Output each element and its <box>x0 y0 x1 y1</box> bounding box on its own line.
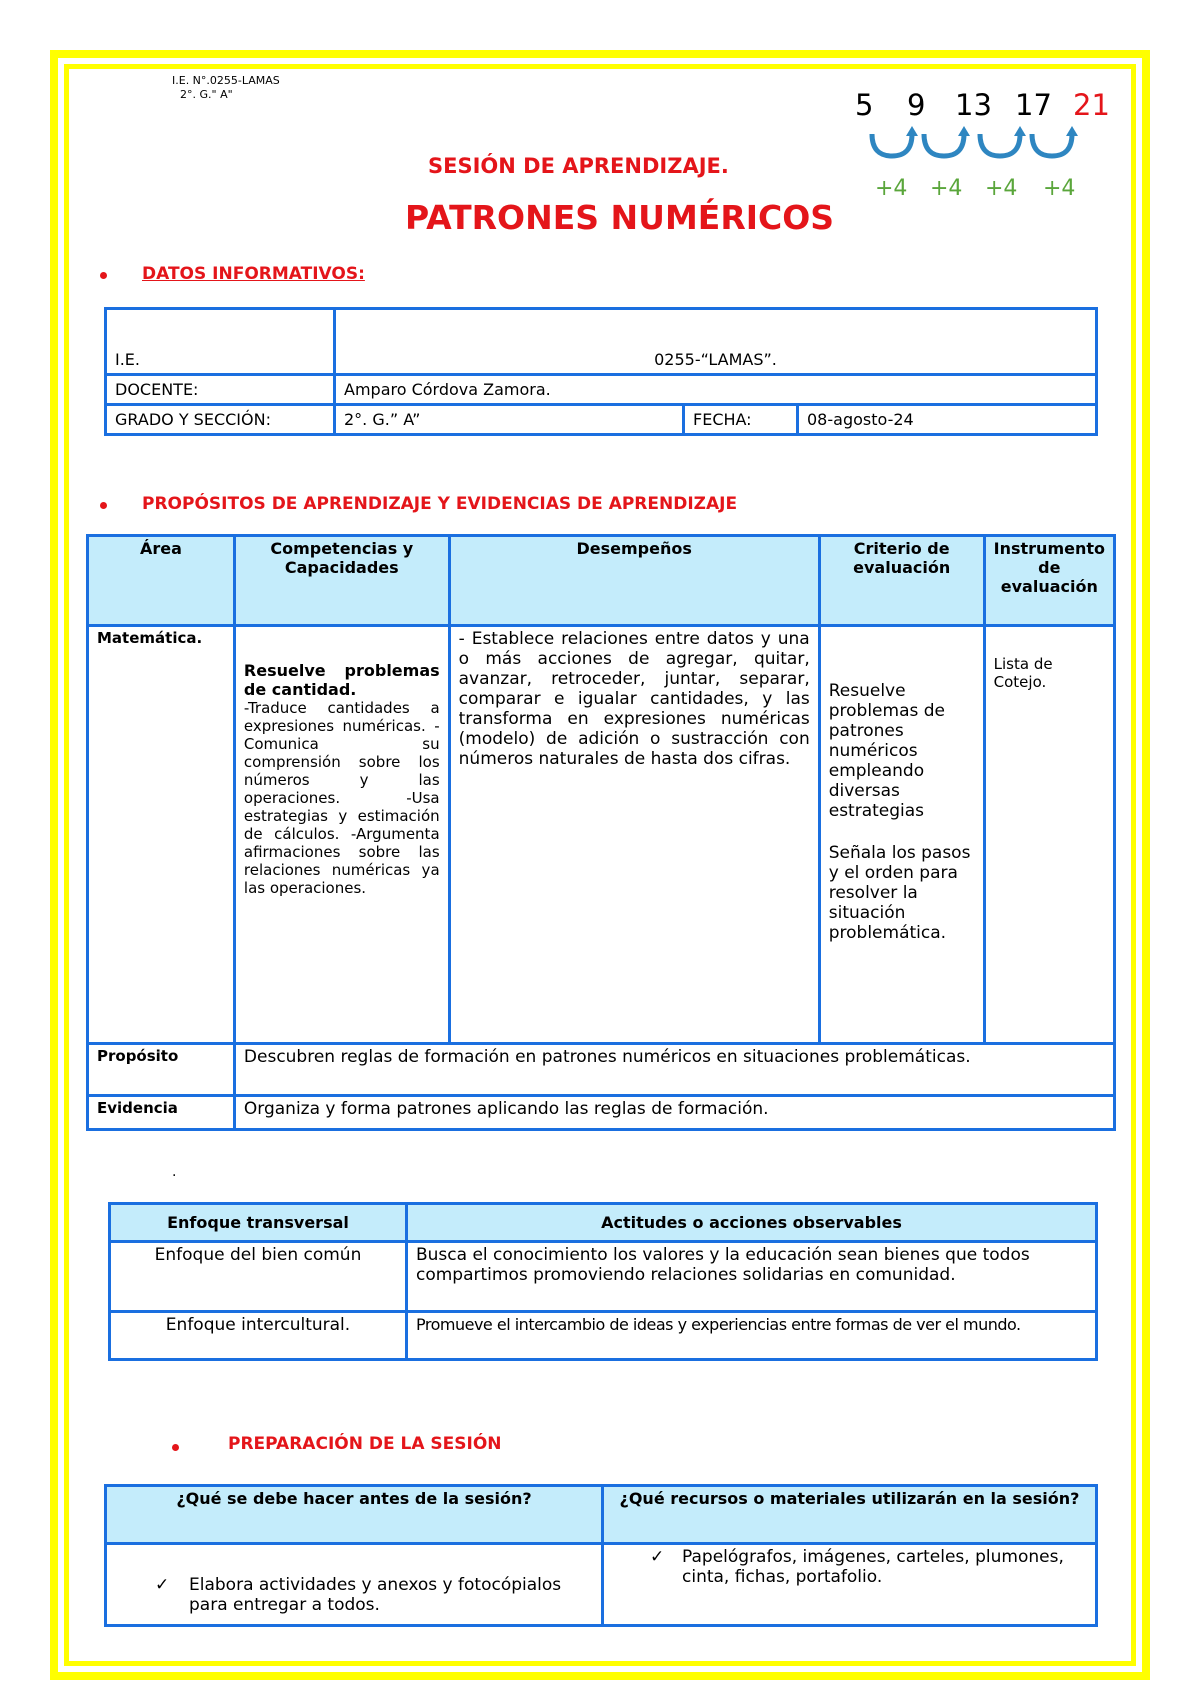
criterio-1: Resuelve problemas de patrones numéricos empleando diversas estrategias <box>828 681 946 821</box>
check-icon: ✓ <box>650 1547 665 1567</box>
step-label: +4 <box>985 176 1018 201</box>
bullet-icon <box>172 1444 179 1451</box>
criterio-2: Señala los pasos y el orden para resolver la situación problemática. <box>828 843 971 943</box>
capacidades-text: -Traduce cantidades a expresiones numéricas. -Comunica su comprensión sobre los números y las operaciones. -Usa estrategias y estimación de cálculos. -Argumenta afirmaciones sobre las relaciones numéricas ya las operaciones. <box>243 699 440 897</box>
desempeno-cell: - Establece relaciones entre datos y una o más acciones de agregar, quitar, avanzar, retroceder, juntar, separar, comparar e igualar cantidades, y las transforma en expresiones numéricas (modelo) de adición o sustracción con números naturales de hasta dos cifras. <box>449 626 819 1044</box>
stray-dot: . <box>172 1164 177 1180</box>
step-label: +4 <box>1043 176 1076 201</box>
session-title: SESIÓN DE APRENDIZAJE. <box>428 154 729 178</box>
propositos-table <box>86 534 1116 1131</box>
col-header-criterio: Criterio de evaluación <box>819 536 984 626</box>
check-icon: ✓ <box>155 1575 170 1595</box>
recursos-cell <box>603 1544 1097 1626</box>
sequence-number: 5 <box>855 88 874 122</box>
ie-value: 0255-“LAMAS”. <box>335 309 1097 375</box>
proposito-label: Propósito <box>88 1044 235 1096</box>
school-header <box>172 74 280 102</box>
col-header-instrumento: Instrumento de evaluación <box>984 536 1114 626</box>
col-header-recursos: ¿Qué recursos o materiales utilizarán en la sesión? <box>603 1486 1097 1544</box>
evidencia-value: Organiza y forma patrones aplicando las reglas de formación. <box>234 1096 1114 1130</box>
step-label: +4 <box>875 176 908 201</box>
sequence-number: 9 <box>907 88 926 122</box>
datos-table <box>104 307 1098 436</box>
fecha-value: 08-agosto-24 <box>798 405 1097 435</box>
criterio-cell <box>819 626 984 1044</box>
competencia-title: Resuelve problemas de cantidad. <box>243 661 440 699</box>
col-header-enfoque: Enfoque transversal <box>110 1204 407 1242</box>
step-label: +4 <box>930 176 963 201</box>
instrumento-cell: Lista de Cotejo. <box>984 626 1114 1044</box>
table-row <box>110 1312 1097 1360</box>
preparacion-table <box>104 1484 1098 1627</box>
enfoque-actitud: Busca el conocimiento los valores y la educación sean bienes que todos compartimos promoviendo relaciones solidarias en comunidad. <box>407 1242 1097 1312</box>
school-id: I.E. N°.0255-LAMAS <box>172 74 280 87</box>
antes-cell <box>106 1544 603 1626</box>
enfoque-name: Enfoque del bien común <box>110 1242 407 1312</box>
preparacion-heading: PREPARACIÓN DE LA SESIÓN <box>228 1434 502 1454</box>
col-header-actitudes: Actitudes o acciones observables <box>407 1204 1097 1242</box>
evidencia-label: Evidencia <box>88 1096 235 1130</box>
bullet-icon <box>100 272 107 279</box>
table-row <box>110 1242 1097 1312</box>
enfoque-actitud: Promueve el intercambio de ideas y experiencias entre formas de ver el mundo. <box>407 1312 1097 1360</box>
recursos-text: Papelógrafos, imágenes, carteles, plumones, cinta, fichas, portafolio. <box>682 1547 1064 1587</box>
grado-label: GRADO Y SECCIÓN: <box>106 405 335 435</box>
sequence-number-highlight: 21 <box>1073 88 1110 122</box>
sequence-number: 13 <box>955 88 992 122</box>
datos-heading: DATOS INFORMATIVOS: <box>142 264 365 284</box>
docente-value: Amparo Córdova Zamora. <box>335 375 1097 405</box>
page-title: PATRONES NUMÉRICOS <box>405 198 835 237</box>
enfoque-name: Enfoque intercultural. <box>110 1312 407 1360</box>
col-header-desempenos: Desempeños <box>449 536 819 626</box>
fecha-label: FECHA: <box>684 405 798 435</box>
school-grade: 2°. G." A" <box>180 88 233 101</box>
enfoques-table <box>108 1202 1098 1361</box>
sequence-number: 17 <box>1015 88 1052 122</box>
bullet-icon <box>100 502 107 509</box>
docente-label: DOCENTE: <box>106 375 335 405</box>
col-header-competencias: Competencias y Capacidades <box>234 536 449 626</box>
competencias-cell <box>234 626 449 1044</box>
area-cell: Matemática. <box>88 626 235 1044</box>
col-header-area: Área <box>88 536 235 626</box>
sequence-arrows <box>862 126 1092 166</box>
propositos-heading: PROPÓSITOS DE APRENDIZAJE Y EVIDENCIAS DE APRENDIZAJE <box>142 494 738 514</box>
grado-value: 2°. G.” A” <box>335 405 684 435</box>
antes-text: Elabora actividades y anexos y fotocópialos para entregar a todos. <box>189 1575 562 1615</box>
col-header-antes: ¿Qué se debe hacer antes de la sesión? <box>106 1486 603 1544</box>
proposito-value: Descubren reglas de formación en patrones numéricos en situaciones problemáticas. <box>234 1044 1114 1096</box>
ie-label: I.E. <box>106 309 335 375</box>
